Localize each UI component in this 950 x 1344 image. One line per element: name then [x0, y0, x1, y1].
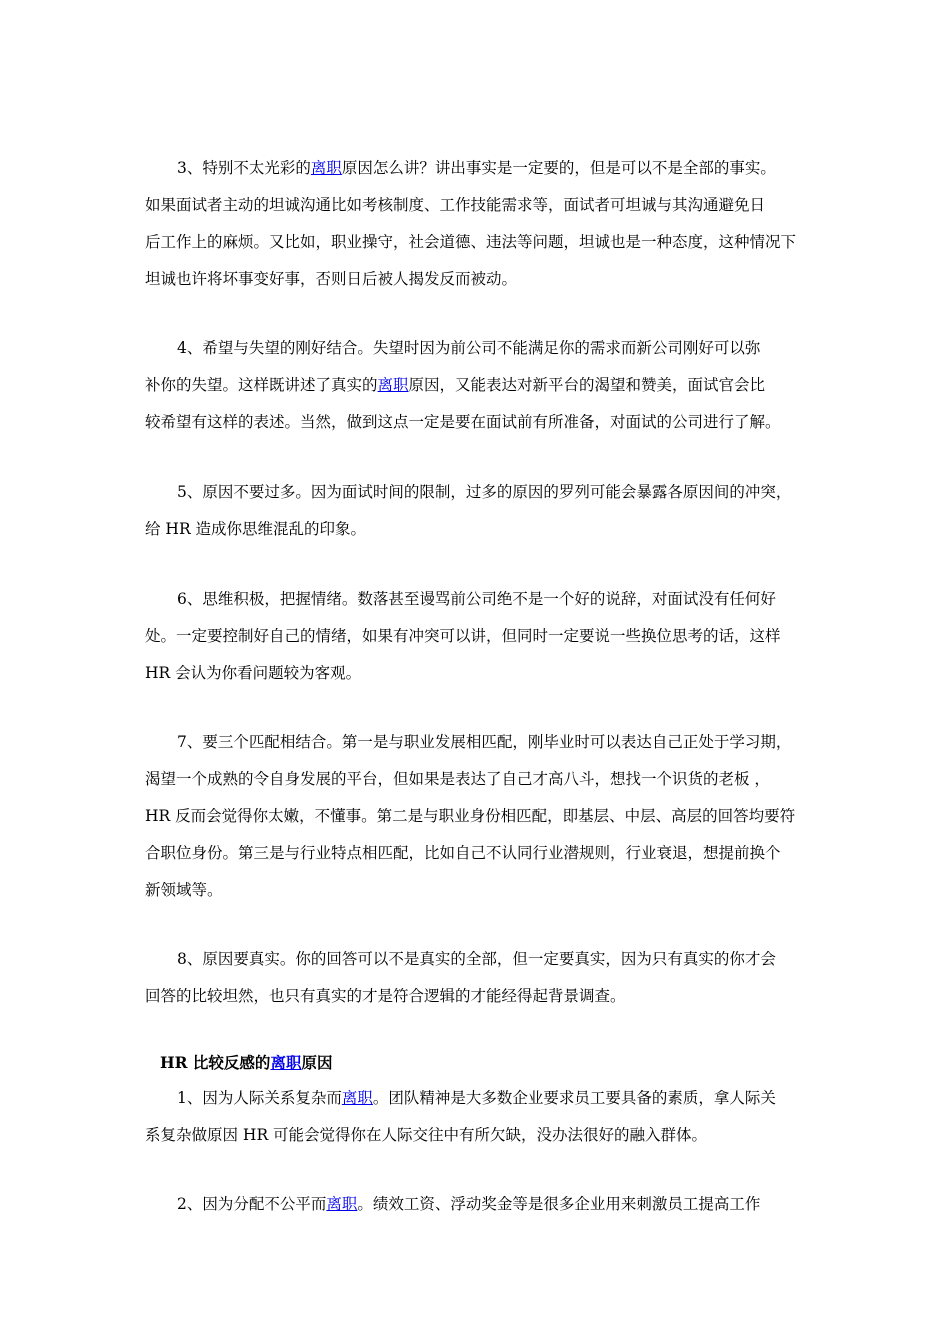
- text-line: [145, 798, 815, 835]
- text-segment: 。团队精神是大多数企业要求员工要具备的素质，拿人际关: [372, 1089, 776, 1107]
- text-line: [145, 511, 815, 548]
- text-line: [145, 872, 815, 909]
- text-line: [145, 150, 815, 187]
- section-heading-suffix: 原因: [301, 1053, 333, 1072]
- text-line: [145, 187, 815, 224]
- text-segment: 2、因为分配不公平而: [177, 1195, 327, 1213]
- text-line: [145, 1186, 815, 1223]
- text-segment: HR 会认为你看问题较为客观。: [145, 664, 362, 682]
- keyword-link[interactable]: 离职: [377, 376, 409, 394]
- text-line: [145, 330, 815, 367]
- text-segment: 处。一定要控制好自己的情绪，如果有冲突可以讲，但同时一定要说一些换位思考的话，这样: [145, 627, 781, 645]
- paragraphs-paragraph-3: [145, 474, 815, 548]
- text-segment: 原因，又能表达对新平台的渴望和赞美，面试官会比: [408, 376, 766, 394]
- paragraphs-paragraph-4: [145, 581, 815, 692]
- text-segment: 新领域等。: [145, 881, 223, 899]
- text-line: [145, 581, 815, 618]
- text-segment: 3、特别不太光彩的: [177, 159, 311, 177]
- text-segment: 7、要三个匹配相结合。第一是与职业发展相匹配，刚毕业时可以表达自己正处于学习期，: [177, 733, 792, 751]
- paragraphs-paragraph-6: [145, 941, 815, 1015]
- paragraphs2-paragraph-2: [145, 1186, 815, 1223]
- text-segment: 如果面试者主动的坦诚沟通比如考核制度、工作技能需求等，面试者可坦诚与其沟通避免日: [145, 196, 766, 214]
- paragraphs-paragraph-1: [145, 150, 815, 298]
- text-line: [145, 724, 815, 761]
- paragraphs-paragraph-5: [145, 724, 815, 909]
- text-segment: 6、思维积极，把握情绪。数落甚至谩骂前公司绝不是一个好的说辞，对面试没有任何好: [177, 590, 776, 608]
- text-segment: 坦诚也许将坏事变好事，否则日后被人揭发反而被动。: [145, 270, 518, 288]
- paragraphs2-paragraph-1: [145, 1080, 815, 1154]
- text-segment: 5、原因不要过多。因为面试时间的限制，过多的原因的罗列可能会暴露各原因间的冲突，: [177, 483, 792, 501]
- section-heading-link[interactable]: 离职: [270, 1053, 302, 1072]
- keyword-link[interactable]: 离职: [341, 1089, 373, 1107]
- text-segment: 渴望一个成熟的令自身发展的平台，但如果是表达了自己才高八斗，想找一个识货的老板 ，: [145, 770, 770, 788]
- text-segment: 合职位身份。第三是与行业特点相匹配，比如自己不认同行业潜规则，行业衰退，想提前换个: [145, 844, 781, 862]
- text-line: [145, 1117, 815, 1154]
- text-segment: HR 反而会觉得你太嫩，不懂事。第二是与职业身份相匹配，即基层、中层、高层的回答均要符: [145, 807, 796, 825]
- text-line: [145, 978, 815, 1015]
- section-heading-prefix: HR 比较反感的: [160, 1053, 271, 1072]
- text-segment: 较希望有这样的表述。当然，做到这点一定是要在面试前有所准备，对面试的公司进行了解。: [145, 413, 781, 431]
- text-line: [145, 618, 815, 655]
- text-segment: 原因怎么讲？讲出事实是一定要的，但是可以不是全部的事实。: [341, 159, 776, 177]
- text-segment: 补你的失望。这样既讲述了真实的: [145, 376, 378, 394]
- text-segment: 回答的比较坦然，也只有真实的才是符合逻辑的才能经得起背景调查。: [145, 987, 626, 1005]
- text-segment: 给 HR 造成你思维混乱的印象。: [145, 520, 367, 538]
- text-line: [145, 835, 815, 872]
- text-line: [145, 261, 815, 298]
- text-segment: 系复杂做原因 HR 可能会觉得你在人际交往中有所欠缺，没办法很好的融入群体。: [145, 1126, 708, 1144]
- text-segment: 4、希望与失望的刚好结合。失望时因为前公司不能满足你的需求而新公司刚好可以弥: [177, 339, 761, 357]
- keyword-link[interactable]: 离职: [310, 159, 342, 177]
- text-segment: 后工作上的麻烦。又比如，职业操守，社会道德、违法等问题，坦诚也是一种态度，这种情况下: [145, 233, 797, 251]
- text-line: [145, 761, 815, 798]
- text-segment: 。绩效工资、浮动奖金等是很多企业用来刺激员工提高工作: [357, 1195, 761, 1213]
- text-line: [145, 655, 815, 692]
- text-segment: 8、原因要真实。你的回答可以不是真实的全部，但一定要真实，因为只有真实的你才会: [177, 950, 776, 968]
- keyword-link[interactable]: 离职: [326, 1195, 358, 1213]
- text-line: [145, 1080, 815, 1117]
- text-line: [145, 224, 815, 261]
- text-segment: 1、因为人际关系复杂而: [177, 1089, 342, 1107]
- text-line: [145, 367, 815, 404]
- text-line: [145, 404, 815, 441]
- section-heading: [160, 1044, 332, 1081]
- text-line: [145, 941, 815, 978]
- text-line: [145, 474, 815, 511]
- paragraphs-paragraph-2: [145, 330, 815, 441]
